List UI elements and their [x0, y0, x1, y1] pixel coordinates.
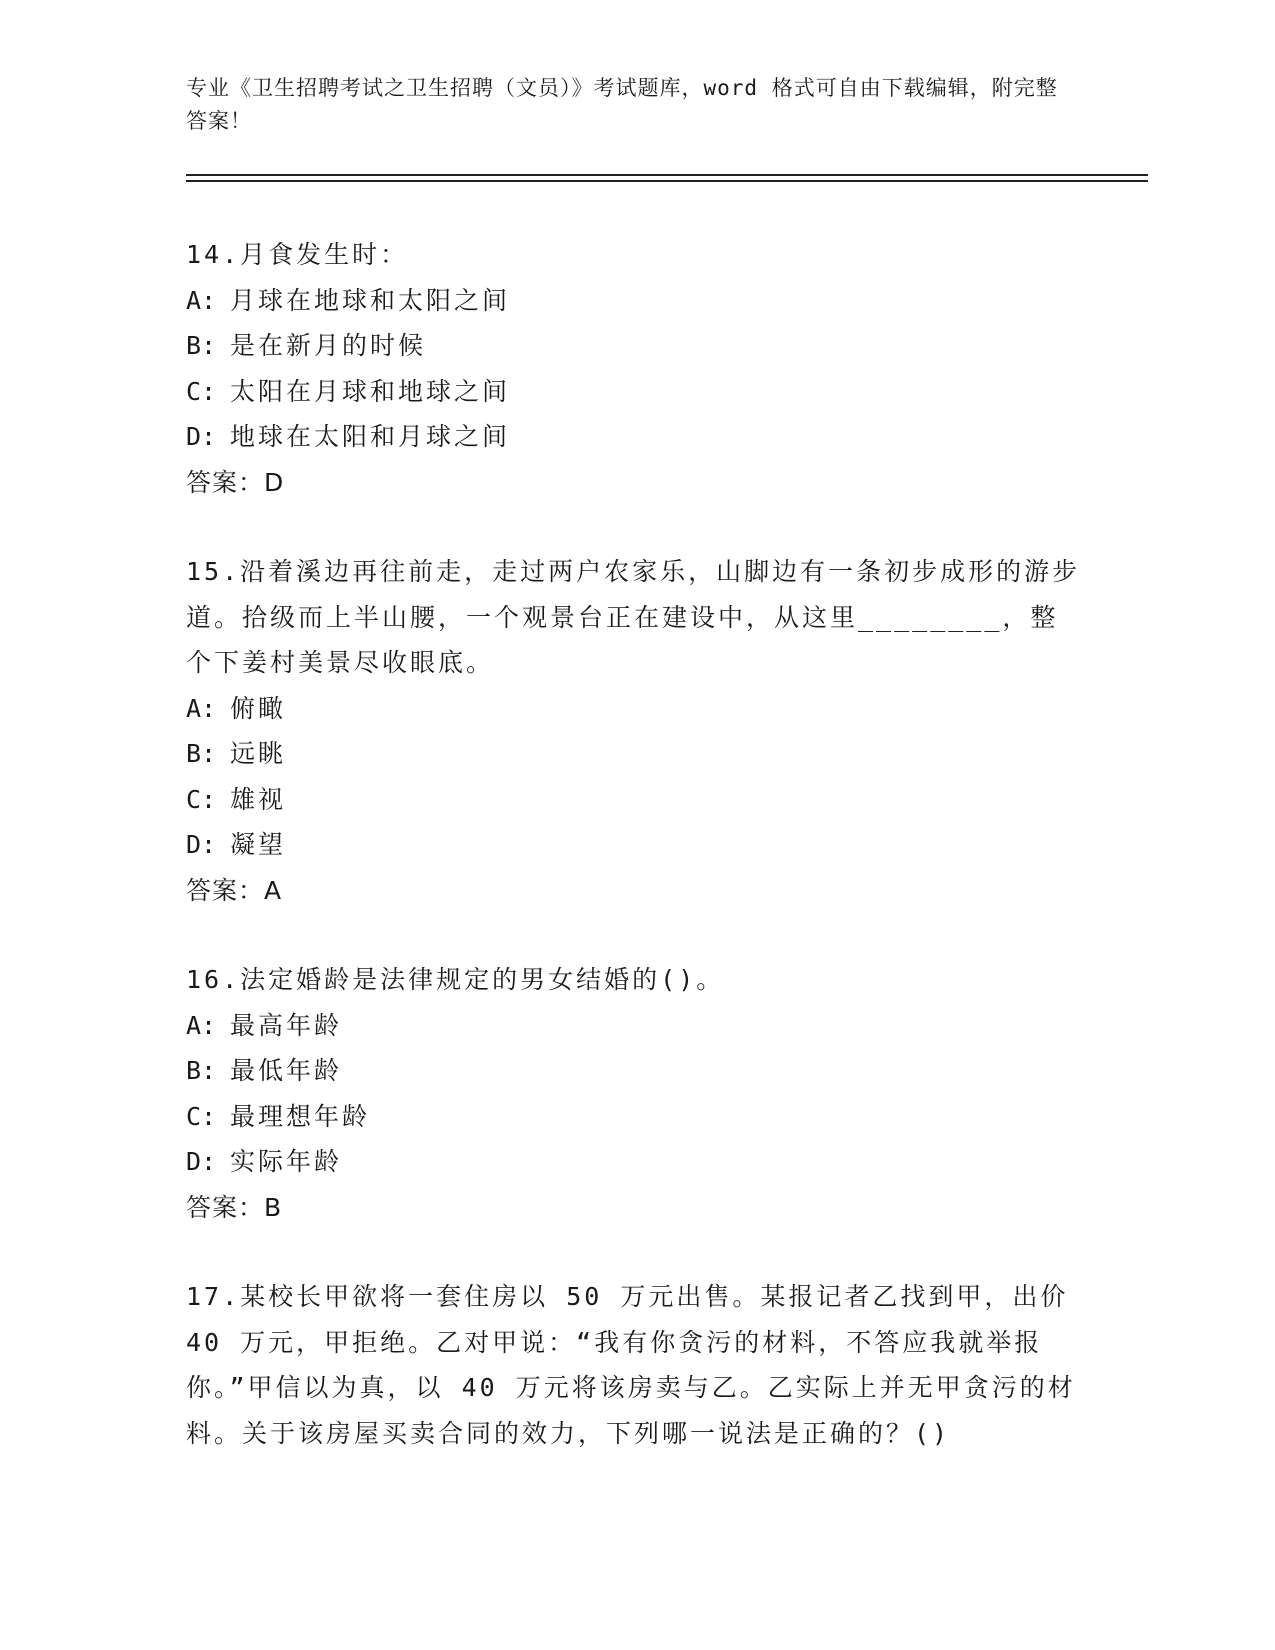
- option-letter: D:: [186, 830, 217, 859]
- option-a: [186, 278, 1086, 324]
- question-stem: 16.法定婚龄是法律规定的男女结婚的()。: [186, 965, 725, 994]
- option-text: 俯瞰: [230, 693, 287, 723]
- option-text: 雄视: [230, 784, 287, 814]
- option-text: 太阳在月球和地球之间: [230, 376, 511, 406]
- question-17: [186, 1274, 1086, 1456]
- option-letter: A:: [186, 693, 217, 723]
- question-stem: 17.某校长甲欲将一套住房以 50 万元出售。某报记者乙找到甲，出价 40 万元，甲拒绝。乙对甲说：“我有你贪污的材料，不答应我就举报你。”甲信以为真，以 40 万元将该房卖与乙。乙实际上并无甲贪污的材料。关于该房屋买卖合同的效力，下列哪一说法是正确的？(): [186, 1282, 1076, 1448]
- option-d: [186, 414, 1086, 460]
- option-text: 月球在地球和太阳之间: [230, 285, 511, 315]
- option-letter: C:: [186, 1101, 217, 1131]
- option-letter: B:: [186, 331, 217, 360]
- question-14: [186, 232, 1086, 505]
- answer-line: 答案：A: [186, 875, 283, 905]
- option-letter: C:: [186, 376, 217, 406]
- option-text: 远眺: [230, 739, 287, 768]
- option-letter: D:: [186, 422, 217, 451]
- option-letter: A:: [186, 285, 217, 315]
- question-16: [186, 957, 1086, 1230]
- option-text: 凝望: [230, 830, 287, 859]
- document-header: 专业《卫生招聘考试之卫生招聘（文员）》考试题库，word 格式可自由下载编辑，附完整答案！: [186, 76, 1058, 133]
- option-c: [186, 777, 1086, 823]
- option-letter: D:: [186, 1147, 217, 1176]
- option-text: 最高年龄: [230, 1010, 343, 1040]
- option-text: 最低年龄: [230, 1056, 343, 1085]
- option-c: [186, 1094, 1086, 1140]
- option-letter: B:: [186, 1056, 217, 1085]
- option-letter: A:: [186, 1010, 217, 1040]
- question-list: [186, 232, 1086, 1500]
- question-stem: 14.月食发生时：: [186, 240, 409, 269]
- option-c: [186, 369, 1086, 415]
- question-stem: 15.沿着溪边再往前走，走过两户农家乐，山脚边有一条初步成形的游步道。拾级而上半山腰，一个观景台正在建设中，从这里________，整个下姜村美景尽收眼底。: [186, 557, 1081, 677]
- option-b: [186, 323, 1086, 369]
- option-text: 地球在太阳和月球之间: [230, 422, 511, 451]
- option-letter: B:: [186, 739, 217, 768]
- option-d: [186, 1139, 1086, 1185]
- option-text: 是在新月的时候: [230, 331, 427, 360]
- option-a: [186, 686, 1086, 732]
- option-a: [186, 1003, 1086, 1049]
- option-text: 实际年龄: [230, 1147, 343, 1176]
- option-text: 最理想年龄: [230, 1101, 371, 1131]
- option-d: [186, 822, 1086, 868]
- answer-line: 答案：B: [186, 1192, 283, 1222]
- option-b: [186, 1048, 1086, 1094]
- answer-line: 答案：D: [186, 467, 285, 497]
- option-b: [186, 731, 1086, 777]
- option-letter: C:: [186, 784, 217, 814]
- question-15: [186, 549, 1086, 913]
- header-divider-top: [186, 174, 1148, 176]
- header-divider-bottom: [186, 180, 1148, 182]
